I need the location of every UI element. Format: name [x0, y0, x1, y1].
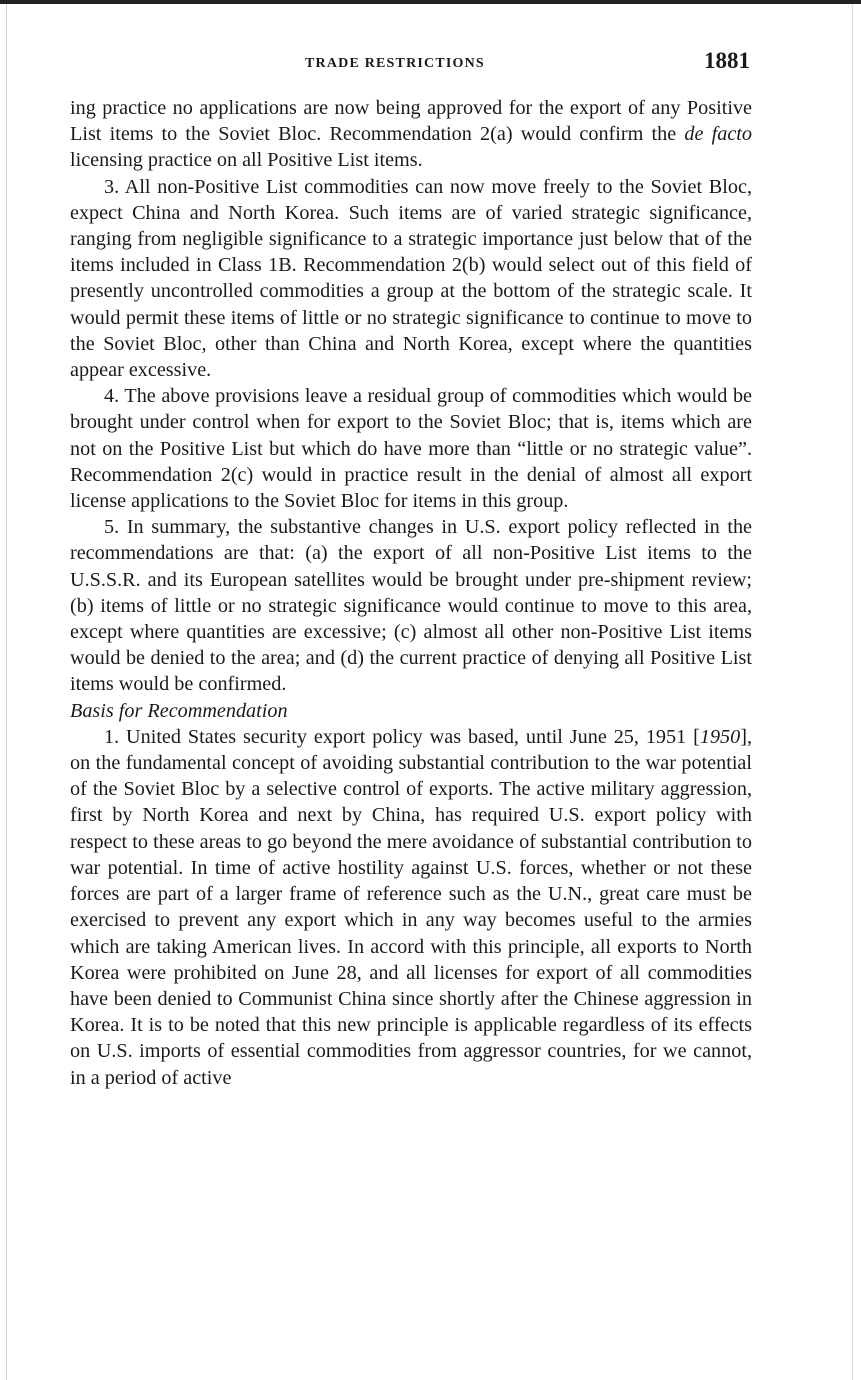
- left-margin-line: [6, 4, 7, 1380]
- basis-paragraph-1-text-a: 1. United States security export policy was based, until June 25, 1951 [: [104, 725, 700, 748]
- basis-paragraph-1-emphasis: 1950: [699, 725, 741, 748]
- basis-paragraph-1-text-b: ], on the fundamental concept of avoiding substantial contribution to the war potential of the Soviet Bloc by a selective control of exports. The active military aggression, first by North Korea and next by China, has required U.S. export policy with respect to these areas to go beyond the mere avoidance of substantial contribution to war potential. In time of active hostility against U.S. forces, whether or not these forces are part of a larger frame of reference such as the U.N., great care must be exercised to prevent any export which in any way becomes useful to the armies which are taking American lives. In accord with this principle, all exports to North Korea were prohibited on June 28, and all licenses for export of all commodities have been denied to Communist China since shortly after the Chinese aggression in Korea. It is to be noted that this new principle is applicable regardless of its effects on U.S. imports of essential commodities from aggressor countries, for we cannot, in a period of active: [70, 725, 752, 1089]
- right-margin-line: [852, 4, 853, 1380]
- paragraph-continued-emphasis: de facto: [684, 123, 752, 146]
- running-head-title: TRADE RESTRICTIONS: [305, 56, 485, 71]
- page-number: 1881: [704, 48, 750, 73]
- section-heading: Basis for Recommendation: [70, 699, 288, 722]
- top-border: [0, 0, 861, 4]
- basis-paragraph-1: [70, 724, 752, 1091]
- running-head: [70, 48, 752, 80]
- paragraph-continued: [70, 95, 752, 174]
- paragraph-5: 5. In summary, the substantive changes in U.S. export policy reflected in the recommendations are that: (a) the export of all non-Positive List items to the U.S.S.R. and its European satellites would be brought under pre-shipment review; (b) items of little or no strategic significance would continue to move to this area, except where quantities are excessive; (c) almost all other non-Positive List items would be denied to the area; and (d) the current practice of denying all Positive List items would be confirmed.: [70, 516, 752, 696]
- paragraph-4: 4. The above provisions leave a residual group of commodities which would be brought under control when for export to the Soviet Bloc; that is, items which are not on the Positive List but which do have more than “little or no strategic value”. Recommendation 2(c) would in practice result in the denial of almost all export license applications to the Soviet Bloc for items in this group.: [70, 385, 752, 513]
- paragraph-3: 3. All non-Positive List commodities can now move freely to the Soviet Bloc, expect China and North Korea. Such items are of varied strategic significance, ranging from negligible significance to a strategic importance just below that of the items included in Class 1B. Recommendation 2(b) would select out of this field of presently uncontrolled commodities a group at the bottom of the strategic scale. It would permit these items of little or no strategic significance to continue to move to the Soviet Bloc, other than China and North Korea, except where the quantities appear excessive.: [70, 175, 752, 382]
- paragraph-continued-text-b: licensing practice on all Positive List items.: [70, 149, 423, 172]
- paragraph-continued-text-a: ing practice no applications are now being approved for the export of any Positive List items to the Soviet Bloc. Recommendation 2(a) would confirm the: [70, 97, 752, 146]
- body-text: [70, 95, 752, 1091]
